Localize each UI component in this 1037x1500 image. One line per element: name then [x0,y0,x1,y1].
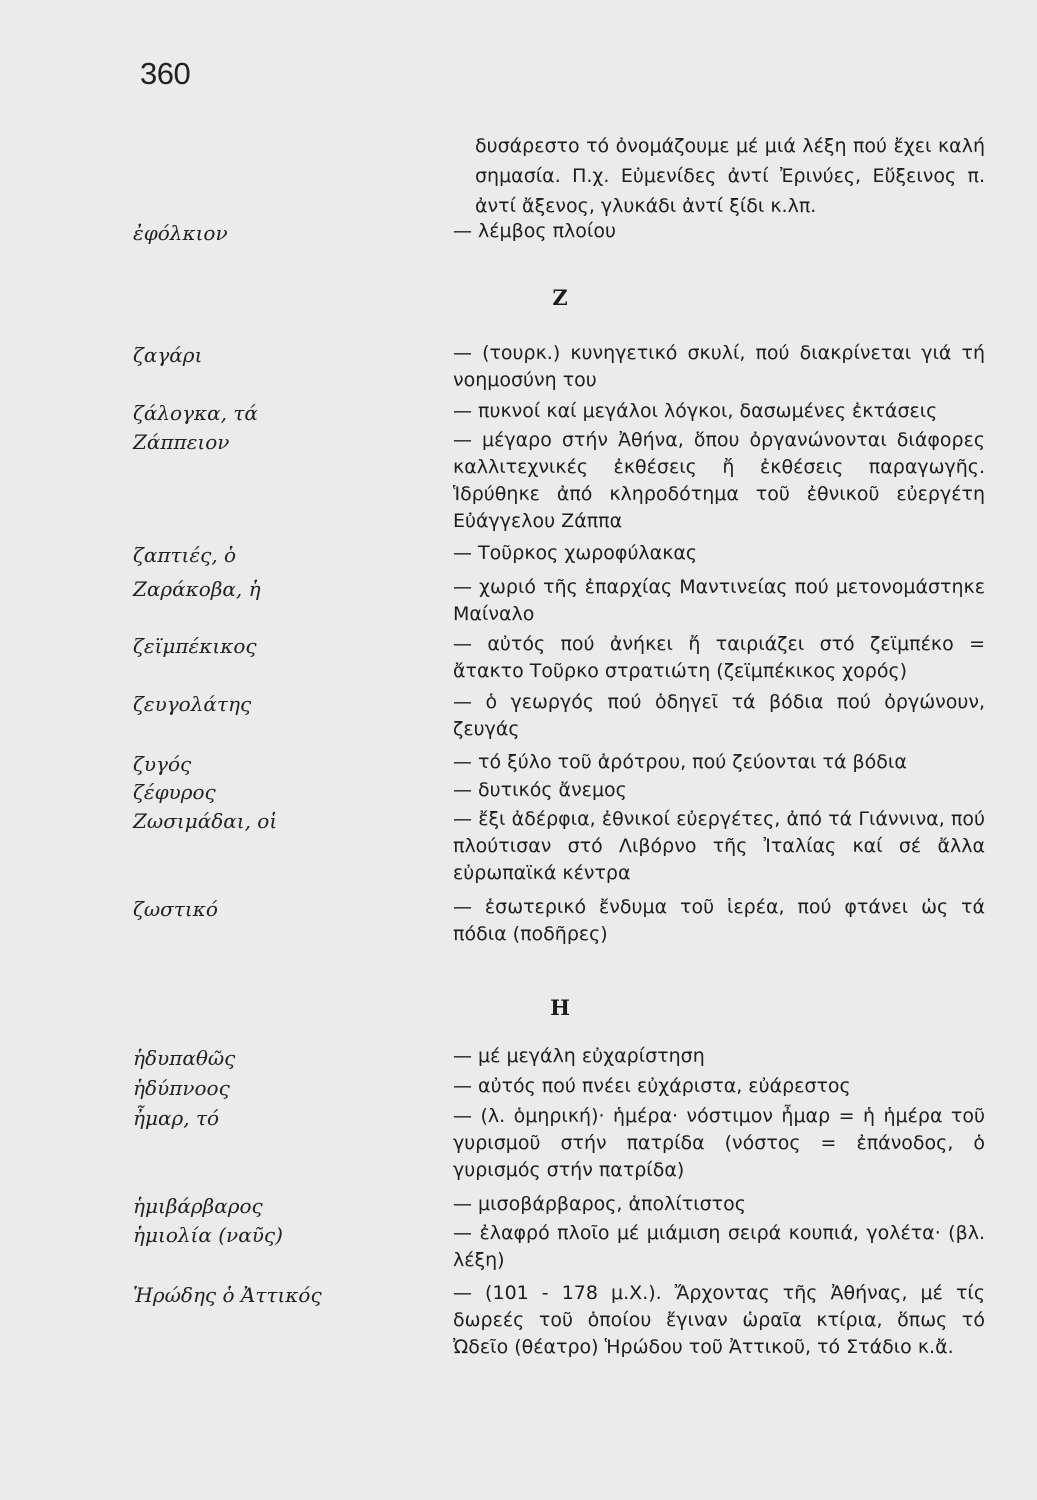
entry-term: Ζαράκοβα, ἡ [133,577,261,601]
entry-term: ζωστικό [133,897,218,921]
continuation-text: δυσάρεστο τό ὀνομάζουμε μέ μιά λέξη πού ἔχει καλή σημασία. Π.χ. Εὐμενίδες ἀντί Ἐρινύες, Εὔξεινος π. ἀντί ἄξενος, γλυκάδι ἀντί ξίδι κ.λπ. [475,135,985,217]
entry-term: ἦμαρ, τό [133,1106,220,1130]
entry-term: Ζωσιμάδαι, οἱ [133,809,278,833]
entry-term: ζευγολάτης [133,692,252,716]
page-number: 360 [140,56,191,91]
entry-term: Ζάππειον [133,430,230,454]
entry-definition: — αὐτός πού ἀνήκει ἤ ταιριάζει στό ζεϊμπέκο = ἄτακτο Τοῦρκο στρατιώτη (ζεϊμπέκικος χορός) [453,633,985,682]
entry-definition: — πυκνοί καί μεγάλοι λόγκοι, δασωμένες ἐκτάσεις [453,400,938,422]
entry-definition: — δυτικός ἄνεμος [453,779,627,801]
entry-definition: — αὐτός πού πνέει εὐχάριστα, εὐάρεστος [453,1075,851,1097]
entry-definition: — (τουρκ.) κυνηγετικό σκυλί, πού διακρίνεται γιά τή νοημοσύνη του [453,342,985,391]
entry-term: Ἡρώδης ὁ Ἀττικός [133,1283,322,1307]
entry-definition: — ἐλαφρό πλοῖο μέ μιάμιση σειρά κουπιά, γολέτα· (βλ. λέξη) [453,1222,985,1271]
entry-term: ζυγός [133,752,192,776]
entry-term: ἡμιβάρβαρος [133,1194,263,1218]
entry-term: ζαγάρι [133,343,203,367]
entry-term: ζάλογκα, τά [133,401,258,425]
entry-term: ἡμιολία (ναῦς) [133,1223,283,1247]
entry-definition: — ἔξι ἀδέρφια, ἐθνικοί εὐεργέτες, ἀπό τά Γιάννινα, πού πλούτισαν στό Λιβόρνο τῆς Ἰταλίας καί σέ ἄλλα εὐρωπαϊκά κέντρα [453,808,985,884]
entry-definition: — μέγαρο στήν Ἀθήνα, ὅπου ὀργανώνονται διάφορες καλλιτεχνικές ἐκθέσεις ἤ ἐκθέσεις παραγωγῆς. Ἱδρύθηκε ἀπό κληροδότημα τοῦ ἐθνικοῦ εὐεργέτη Εὐάγγελου Ζάππα [453,429,985,532]
entry-definition: — Τοῦρκος χωροφύλακας [453,542,698,564]
section-heading-h: Η [550,995,570,1020]
entry-term: ἡδυπαθῶς [133,1046,236,1070]
entry-term: ζέφυρος [133,780,216,804]
entry-definition: — μέ μεγάλη εὐχαρίστηση [453,1045,705,1067]
section-heading-z: Ζ [552,285,568,310]
entry-definition: — ὁ γεωργός πού ὁδηγεῖ τά βόδια πού ὀργώνουν, ζευγάς [453,691,985,740]
entry-definition: — ἐσωτερικό ἔνδυμα τοῦ ἱερέα, πού φτάνει ὡς τά πόδια (ποδῆρες) [453,896,985,945]
entry-term: ἡδύπνοος [133,1076,230,1100]
entry-definition: — (101 - 178 μ.Χ.). Ἄρχοντας τῆς Ἀθήνας, μέ τίς δωρεές τοῦ ὁποίου ἔγιναν ὡραῖα κτίρια, ὅπως τό Ὠδεῖο (θέατρο) Ἡρώδου τοῦ Ἀττικοῦ, τό Στάδιο κ.ἄ. [453,1282,985,1358]
entry-definition: — χωριό τῆς ἐπαρχίας Μαντινείας πού μετονομάστηκε Μαίναλο [453,576,985,625]
entry-term: ζαπτιές, ὁ [133,543,237,567]
entry-term: ζεϊμπέκικος [133,634,257,658]
entry-term: ἐφόλκιον [133,221,228,245]
entry-definition: — τό ξύλο τοῦ ἀρότρου, πού ζεύονται τά βόδια [453,751,907,773]
entry-definition: — λέμβος πλοίου [453,220,616,242]
entry-definition: — (λ. ὁμηρική)· ἡμέρα· νόστιμον ἦμαρ = ἡ ἡμέρα τοῦ γυρισμοῦ στήν πατρίδα (νόστος = ἐπάνοδος, ὁ γυρισμός στήν πατρίδα) [453,1105,985,1181]
entry-definition: — μισοβάρβαρος, ἀπολίτιστος [453,1193,746,1215]
